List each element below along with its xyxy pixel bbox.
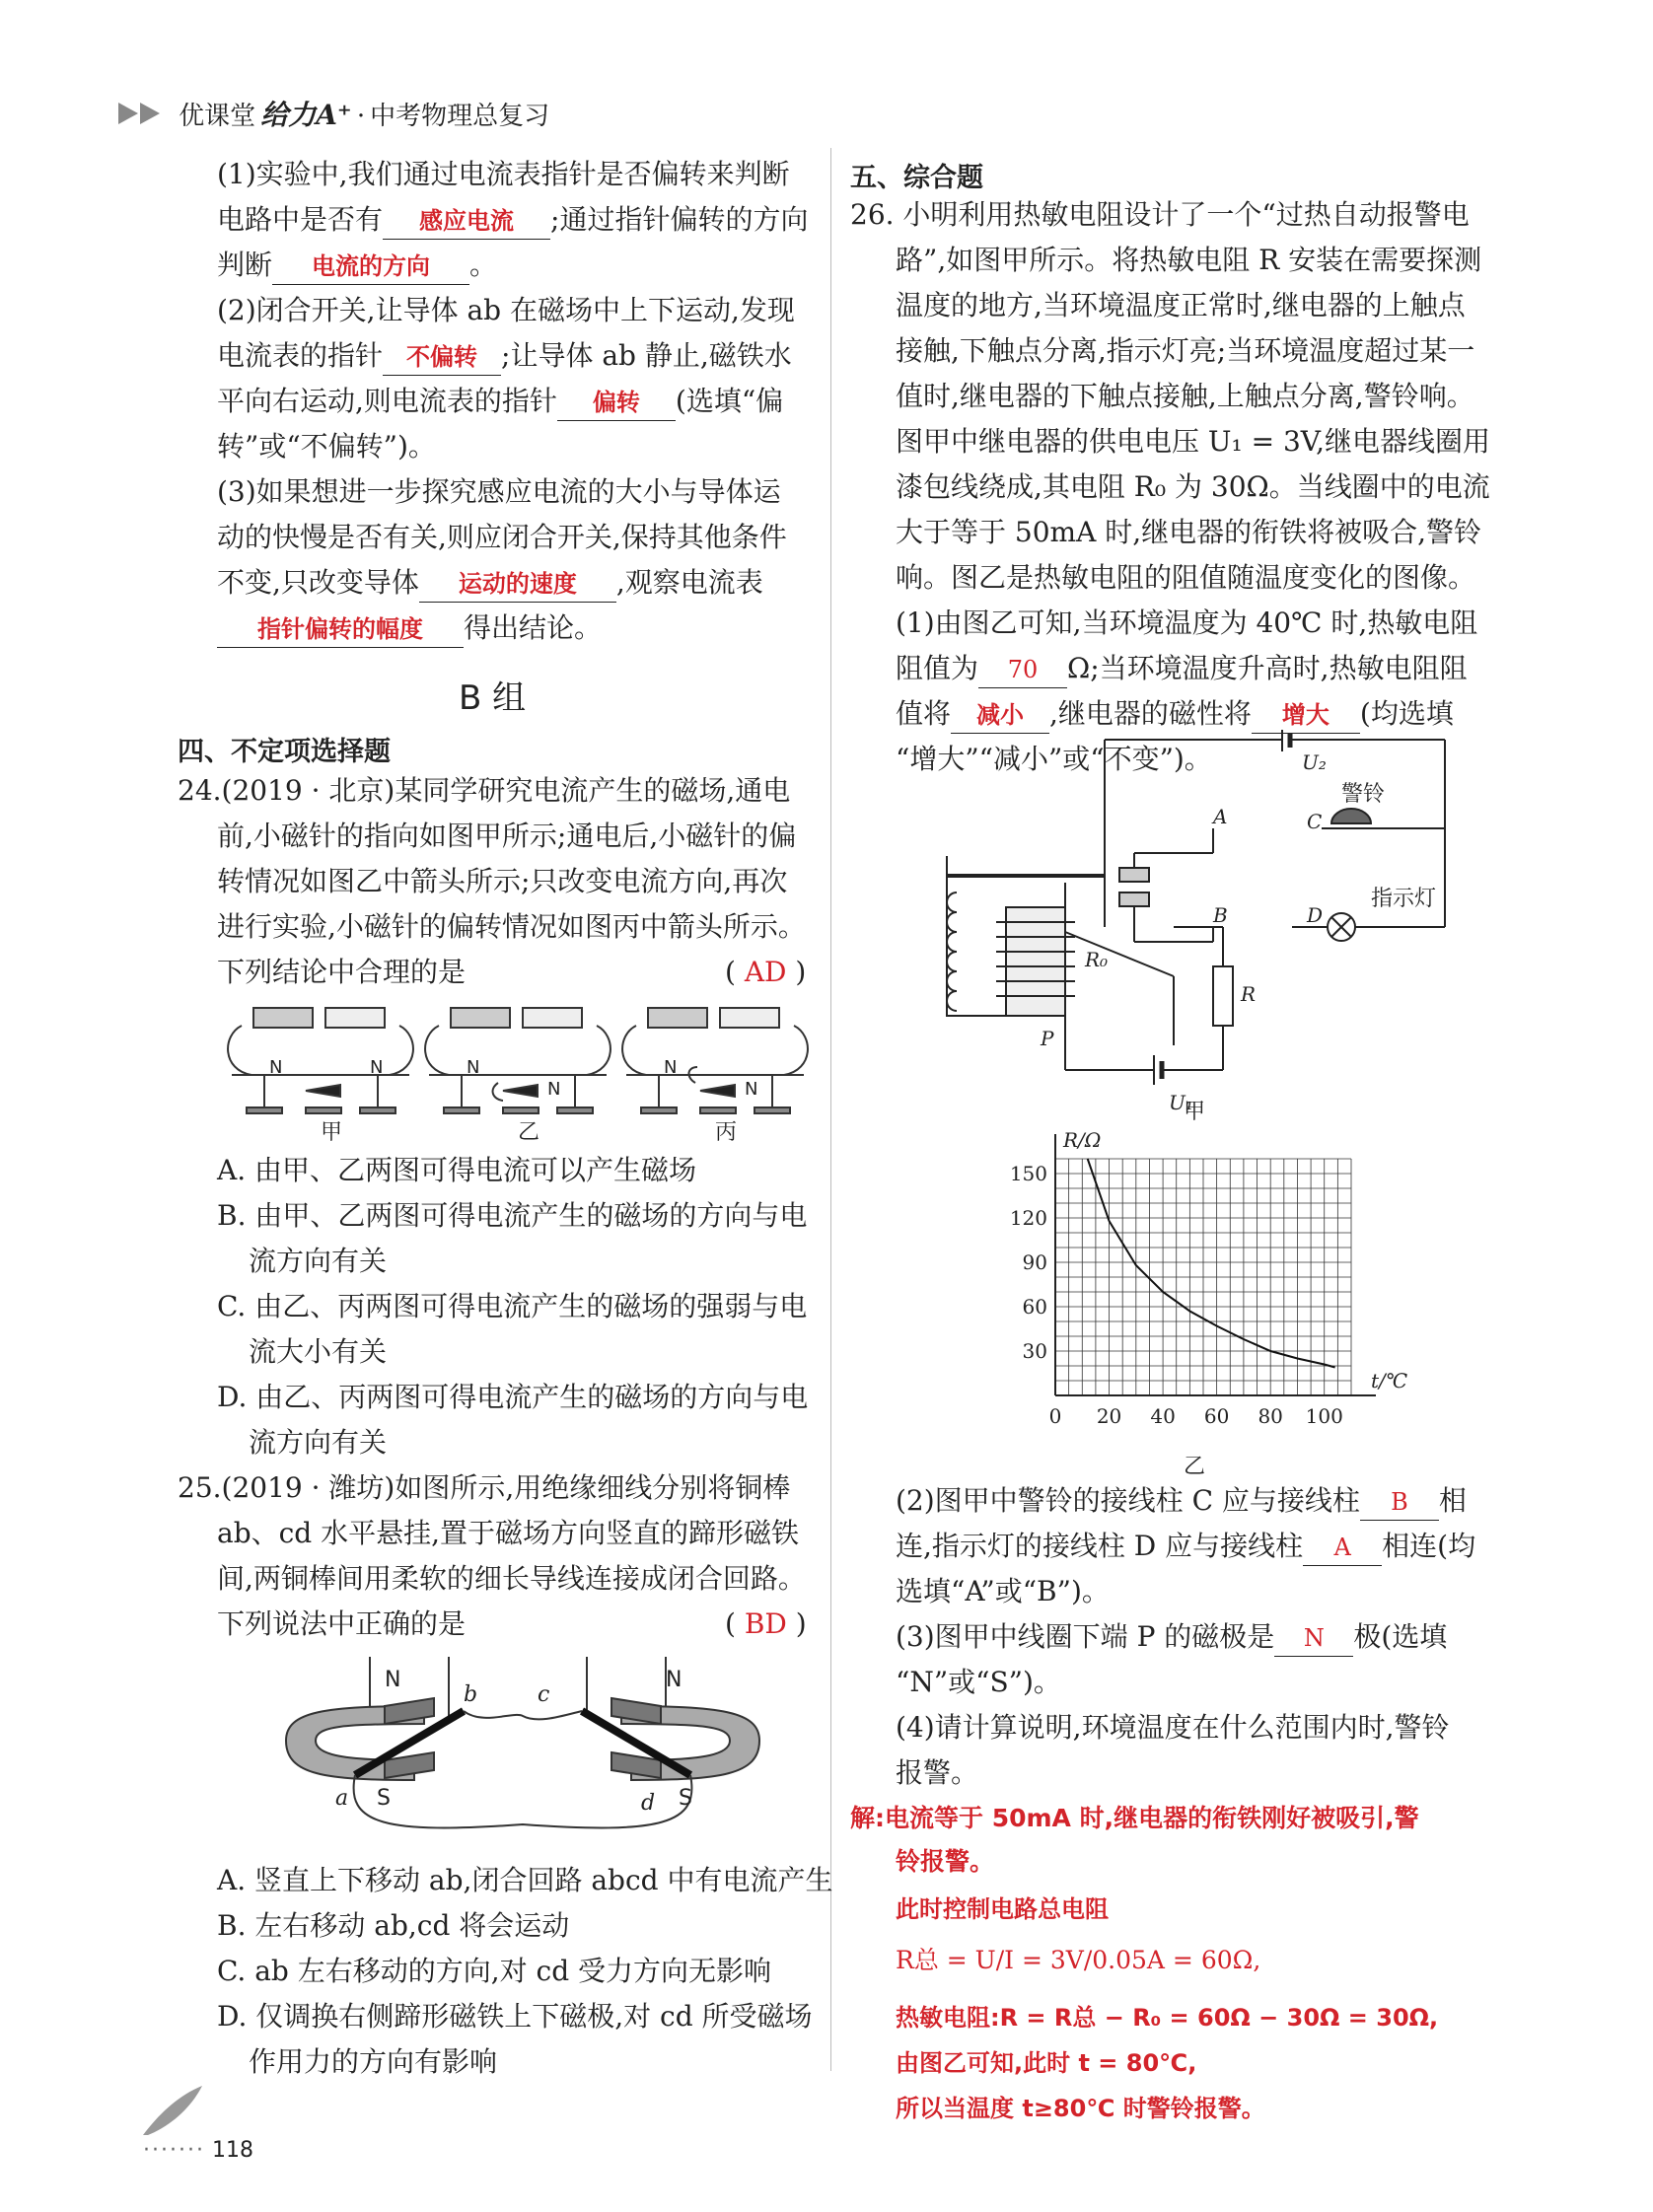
option-b: B. 左右移动 ab,cd 将会运动: [217, 1909, 570, 1942]
solution-formula: R总 = U/I = 3V/0.05A = 60Ω,: [896, 1946, 1261, 1974]
answer-blank: 70: [978, 652, 1067, 688]
question-line: ab、cd 水平悬挂,置于磁场方向竖直的蹄形磁铁: [217, 1517, 800, 1549]
text-line: [217, 244, 497, 287]
question-line: (1)由图乙可知,当环境温度为 40℃ 时,热敏电阻: [896, 607, 1478, 639]
question-line: 转情况如图乙中箭头所示;只改变电流方向,再次: [217, 865, 788, 897]
text-line: “增大”“减小”或“不变”)。: [896, 743, 1212, 775]
p-label: P: [1041, 1027, 1054, 1050]
option-b: B. 由甲、乙两图可得电流产生的磁场的方向与电: [217, 1199, 808, 1232]
header-subtitle: 中考物理总复习: [370, 102, 550, 131]
caption-jia: 甲: [1184, 1100, 1206, 1124]
question-line: 间,两铜棒间用柔软的细长导线连接成闭合回路。: [217, 1562, 806, 1595]
answer-blank: 增大: [1252, 697, 1360, 734]
answer-choice: ( AD ): [725, 956, 807, 988]
question-line: 温度的地方,当环境温度正常时,继电器的上触点: [896, 289, 1466, 321]
section-title: 四、不定项选择题: [178, 737, 391, 767]
option-c-cont: 流大小有关: [249, 1335, 388, 1368]
text-line: [217, 198, 808, 242]
label-b: b: [464, 1682, 478, 1707]
resistance-temperature-chart: [996, 1128, 1408, 1445]
fig-label-yi: 乙: [518, 1120, 540, 1145]
n-label: N: [745, 1079, 758, 1100]
answer-blank: B: [1360, 1484, 1439, 1521]
pole-n-left: N: [385, 1668, 401, 1692]
header-title: 优课堂: [179, 102, 256, 131]
text: ;让导体 ab 静止,磁铁水: [501, 339, 792, 372]
answer-blank: 指针偏转的幅度: [217, 611, 464, 648]
answer-blank: 感应电流: [383, 203, 550, 240]
feather-icon: [138, 2081, 207, 2140]
magnet-figure: [286, 1657, 759, 1844]
pole-n-right: N: [666, 1668, 683, 1692]
fig-label-bing: 丙: [715, 1120, 738, 1145]
question-line: 漆包线绕成,其电阻 R₀ 为 30Ω。当线圈中的电流: [896, 470, 1490, 503]
answer-blank: 电流的方向: [272, 249, 469, 285]
question-line: 下列结论中合理的是: [217, 956, 467, 988]
text: 值将: [896, 697, 952, 730]
section-title: 五、综合题: [850, 163, 983, 193]
text: ;通过指针偏转的方向: [550, 203, 809, 236]
x-tick-label: 0: [1048, 1404, 1062, 1428]
text: 相: [1438, 1484, 1467, 1517]
page-number: [143, 2138, 253, 2163]
option-d-cont: 作用力的方向有影响: [249, 2045, 498, 2078]
page-header: [118, 94, 549, 133]
text-line: “N”或“S”)。: [896, 1666, 1061, 1698]
solution-line: 此时控制电路总电阻: [896, 1895, 1109, 1923]
question-line: 接触,下触点分离,指示灯亮;当环境温度超过某一: [896, 334, 1475, 367]
y-tick-label: 60: [1022, 1295, 1047, 1319]
question-line: 24.(2019 · 北京)某同学研究电流产生的磁场,通电: [178, 774, 791, 807]
option-c: C. 由乙、丙两图可得电流产生的磁场的强弱与电: [217, 1290, 808, 1322]
pole-s-left: S: [377, 1786, 391, 1811]
lamp-label: 指示灯: [1371, 887, 1437, 911]
n-label: N: [547, 1079, 561, 1100]
dots: ·······: [143, 2138, 205, 2163]
column-divider: [830, 148, 831, 2071]
text-line: [896, 1525, 1475, 1568]
terminal-d: D: [1307, 903, 1324, 927]
text: 判断: [217, 249, 273, 281]
answer-choice-value: BD: [744, 1607, 787, 1640]
text-line: (3)如果想进一步探究感应电流的大小与导体运: [217, 475, 781, 508]
n-label: N: [269, 1057, 283, 1078]
terminal-a: A: [1213, 805, 1228, 828]
x-tick-label: 80: [1258, 1404, 1283, 1428]
compass-figure: [222, 996, 814, 1144]
r-label: R: [1241, 982, 1257, 1006]
question-line: 图甲中继电器的供电电压 U₁ = 3V,继电器线圈用: [896, 425, 1491, 458]
answer-blank: 运动的速度: [419, 566, 616, 603]
option-c: C. ab 左右移动的方向,对 cd 受力方向无影响: [217, 1955, 772, 1987]
text: Ω;当环境温度升高时,热敏电阻阻: [1067, 652, 1468, 684]
answer-blank: A: [1303, 1530, 1382, 1566]
text-line: (4)请计算说明,环境温度在什么范围内时,警铃: [896, 1711, 1450, 1744]
answer-blank: 不偏转: [383, 339, 501, 376]
solution-line: 解:电流等于 50mA 时,继电器的衔铁刚好被吸引,警: [850, 1804, 1419, 1832]
r0-label: R₀: [1085, 948, 1109, 971]
y-axis-label: R/Ω: [1063, 1128, 1102, 1152]
compass-unit: [622, 1008, 808, 1113]
option-a: A. 竖直上下移动 ab,闭合回路 abcd 中有电流产生: [217, 1864, 833, 1896]
text-line: 报警。: [896, 1756, 979, 1789]
answer-blank: N: [1274, 1620, 1353, 1657]
text-line: 转”或“不偏转”)。: [217, 430, 436, 463]
x-tick-label: 60: [1203, 1404, 1230, 1428]
u2-label: U₂: [1302, 750, 1327, 774]
answer-blank: 偏转: [557, 385, 676, 421]
group-title: B 组: [459, 678, 527, 718]
text: (3)图甲中线圈下端 P 的磁极是: [896, 1620, 1275, 1653]
text: 连,指示灯的接线柱 D 应与接线柱: [896, 1530, 1304, 1562]
text: 电流表的指针: [217, 339, 384, 372]
n-label: N: [664, 1057, 678, 1078]
question-line: 进行实验,小磁针的偏转情况如图丙中箭头所示。: [217, 910, 806, 943]
text-line: [896, 1479, 1467, 1523]
answer-choice: ( BD ): [725, 1607, 807, 1640]
text-line: [217, 380, 783, 423]
text: (2)图甲中警铃的接线柱 C 应与接线柱: [896, 1484, 1360, 1517]
question-line: 26. 小明利用热敏电阻设计了一个“过热自动报警电: [850, 198, 1470, 231]
label-c: c: [538, 1682, 550, 1707]
option-d: D. 仅调换右侧蹄形磁铁上下磁极,对 cd 所受磁场: [217, 2000, 813, 2033]
text: 平向右运动,则电流表的指针: [217, 385, 557, 417]
header-sep: ·: [356, 102, 366, 131]
text: (选填“偏: [675, 385, 784, 417]
text-line: (2)闭合开关,让导体 ab 在磁场中上下运动,发现: [217, 294, 795, 326]
x-axis-label: t/℃: [1371, 1369, 1408, 1392]
caption-yi: 乙: [1184, 1455, 1206, 1479]
option-a: A. 由甲、乙两图可得电流可以产生磁场: [217, 1154, 697, 1186]
u1-label: U₁: [1169, 1091, 1193, 1114]
bell-label: 警铃: [1341, 782, 1386, 807]
text-line: [896, 1615, 1447, 1659]
answer-blank: 减小: [951, 697, 1049, 734]
y-tick-label: 90: [1022, 1250, 1047, 1274]
text-line: [217, 607, 602, 650]
option-d: D. 由乙、丙两图可得电流产生的磁场的方向与电: [217, 1381, 809, 1413]
solution-line: 由图乙可知,此时 t = 80℃,: [896, 2049, 1197, 2077]
y-tick-label: 150: [1009, 1162, 1047, 1185]
text: ,继电器的磁性将: [1049, 697, 1252, 730]
label-d: d: [641, 1791, 656, 1816]
question-line: 下列说法中正确的是: [217, 1607, 467, 1640]
question-line: 响。图乙是热敏电阻的阻值随温度变化的图像。: [896, 561, 1476, 594]
solution-line: 铃报警。: [896, 1847, 995, 1876]
compass-unit: [425, 1008, 611, 1113]
question-line: 前,小磁针的指向如图甲所示;通电后,小磁针的偏: [217, 820, 797, 852]
y-tick-label: 30: [1022, 1339, 1047, 1363]
question-line: 25.(2019 · 潍坊)如图所示,用绝缘细线分别将铜棒: [178, 1471, 791, 1504]
question-line: 路”,如图甲所示。将热敏电阻 R 安装在需要探测: [896, 244, 1482, 276]
solution-line: 所以当温度 t≥80℃ 时警铃报警。: [896, 2095, 1265, 2122]
x-tick-label: 20: [1096, 1404, 1122, 1428]
text-line: 选填“A”或“B”)。: [896, 1575, 1110, 1607]
text-line: [217, 561, 763, 605]
compass-unit: [228, 1008, 413, 1113]
x-tick-label: 40: [1150, 1404, 1176, 1428]
text-line: [896, 647, 1468, 690]
n-label: N: [467, 1057, 480, 1078]
circuit-diagram: [927, 730, 1460, 1124]
text: 。: [469, 249, 498, 281]
n-label: N: [370, 1057, 384, 1078]
text: ,观察电流表: [615, 566, 763, 599]
y-tick-label: 120: [1009, 1206, 1047, 1230]
terminal-c: C: [1307, 810, 1323, 833]
answer-choice-value: AD: [744, 956, 787, 988]
fig-label-jia: 甲: [321, 1120, 343, 1145]
x-tick-label: 100: [1305, 1404, 1343, 1428]
text: 不变,只改变导体: [217, 566, 419, 599]
header-brand: 给力A⁺: [260, 99, 352, 131]
text: (均选填: [1359, 697, 1454, 730]
label-a: a: [335, 1786, 349, 1811]
terminal-b: B: [1213, 903, 1228, 927]
text: 极(选填: [1353, 1620, 1448, 1653]
option-b-cont: 流方向有关: [249, 1245, 388, 1277]
text: 电路中是否有: [217, 203, 384, 236]
text: 得出结论。: [464, 611, 603, 644]
option-d-cont: 流方向有关: [249, 1426, 388, 1459]
text-line: [217, 334, 792, 378]
page-number-value: 118: [211, 2138, 253, 2163]
text: 相连(均: [1382, 1530, 1476, 1562]
header-arrows-icon: [118, 101, 174, 126]
question-line: 值时,继电器的下触点接触,上触点分离,警铃响。: [896, 380, 1474, 412]
solution-line: 热敏电阻:R = R总 − R₀ = 60Ω − 30Ω = 30Ω,: [896, 2004, 1439, 2032]
text-line: 动的快慢是否有关,则应闭合开关,保持其他条件: [217, 521, 787, 553]
pole-s-right: S: [679, 1786, 692, 1811]
text: 阻值为: [896, 652, 979, 684]
question-line: 大于等于 50mA 时,继电器的衔铁将被吸合,警铃: [896, 516, 1482, 548]
text-line: (1)实验中,我们通过电流表指针是否偏转来判断: [217, 158, 790, 190]
